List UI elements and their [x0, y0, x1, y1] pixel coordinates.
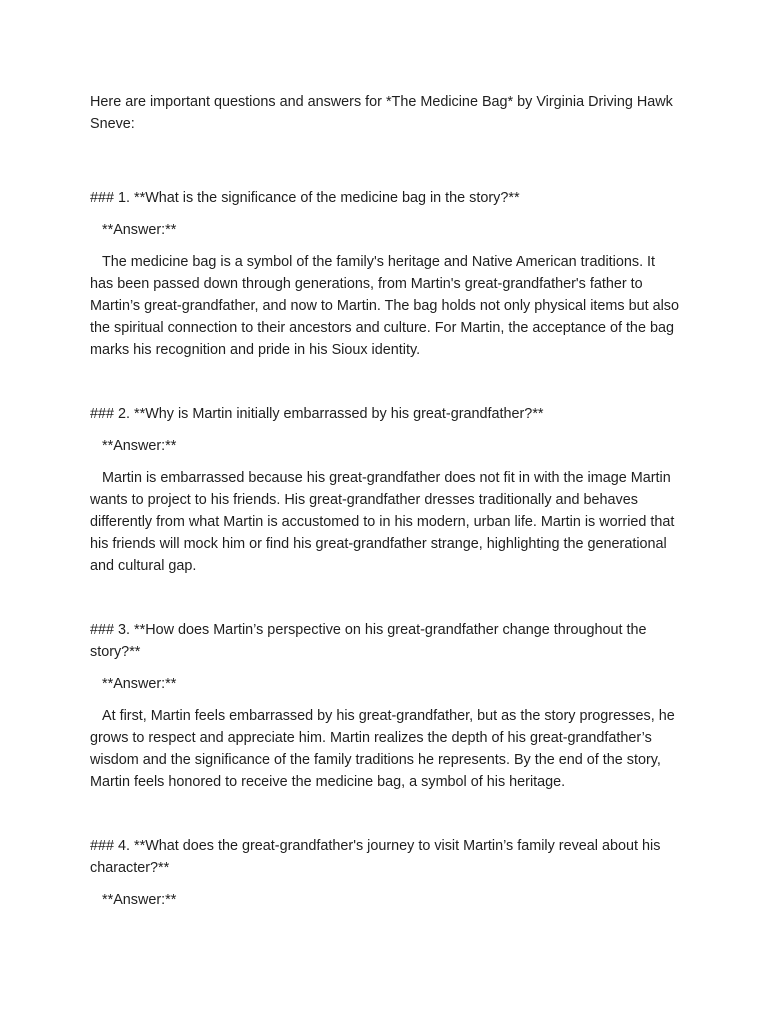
question-heading: ### 2. **Why is Martin initially embarrassed by his great-grandfather?**: [90, 406, 544, 422]
qa-item-1: [90, 187, 684, 361]
document-page: [90, 91, 684, 921]
answer-text: The medicine bag is a symbol of the family's heritage and Native American traditions. It has been passed down through generations, from Martin's great-grandfather's father to Martin’s great-grandfather, and now to Martin. The bag holds not only physical items but also the spiritual connection to their ancestors and culture. For Martin, the acceptance of the bag marks his recognition and pride in his Sioux identity.: [90, 254, 684, 358]
question-heading: ### 1. **What is the significance of the medicine bag in the story?**: [90, 190, 520, 206]
answer-text: Martin is embarrassed because his great-grandfather does not fit in with the image Martin wants to project to his friends. His great-grandfather dresses traditionally and behaves differently from what Martin is accustomed to in his modern, urban life. Martin is worried that his friends will mock him or find his great-grandfather strange, highlighting the generational and cultural gap.: [90, 470, 679, 574]
answer-label: **Answer:**: [90, 438, 177, 454]
qa-item-4: [90, 835, 680, 911]
question-heading: ### 3. **How does Martin’s perspective on his great-grandfather change throughout the story?**: [90, 622, 651, 660]
qa-item-3: [90, 619, 680, 793]
answer-label: **Answer:**: [90, 676, 177, 692]
qa-item-2: [90, 403, 680, 577]
answer-text: At first, Martin feels embarrassed by his great-grandfather, but as the story progresses, he grows to respect and appreciate him. Martin realizes the depth of his great-grandfather’s wisdom and the significance of the family traditions he represents. By the end of the story, Martin feels honored to receive the medicine bag, a symbol of his heritage.: [90, 708, 679, 790]
question-heading: ### 4. **What does the great-grandfather's journey to visit Martin’s family reveal about his character?**: [90, 838, 665, 876]
answer-label: **Answer:**: [90, 222, 177, 238]
answer-label: **Answer:**: [90, 892, 177, 908]
intro-paragraph: Here are important questions and answers for *The Medicine Bag* by Virginia Driving Hawk Sneve:: [90, 94, 677, 132]
